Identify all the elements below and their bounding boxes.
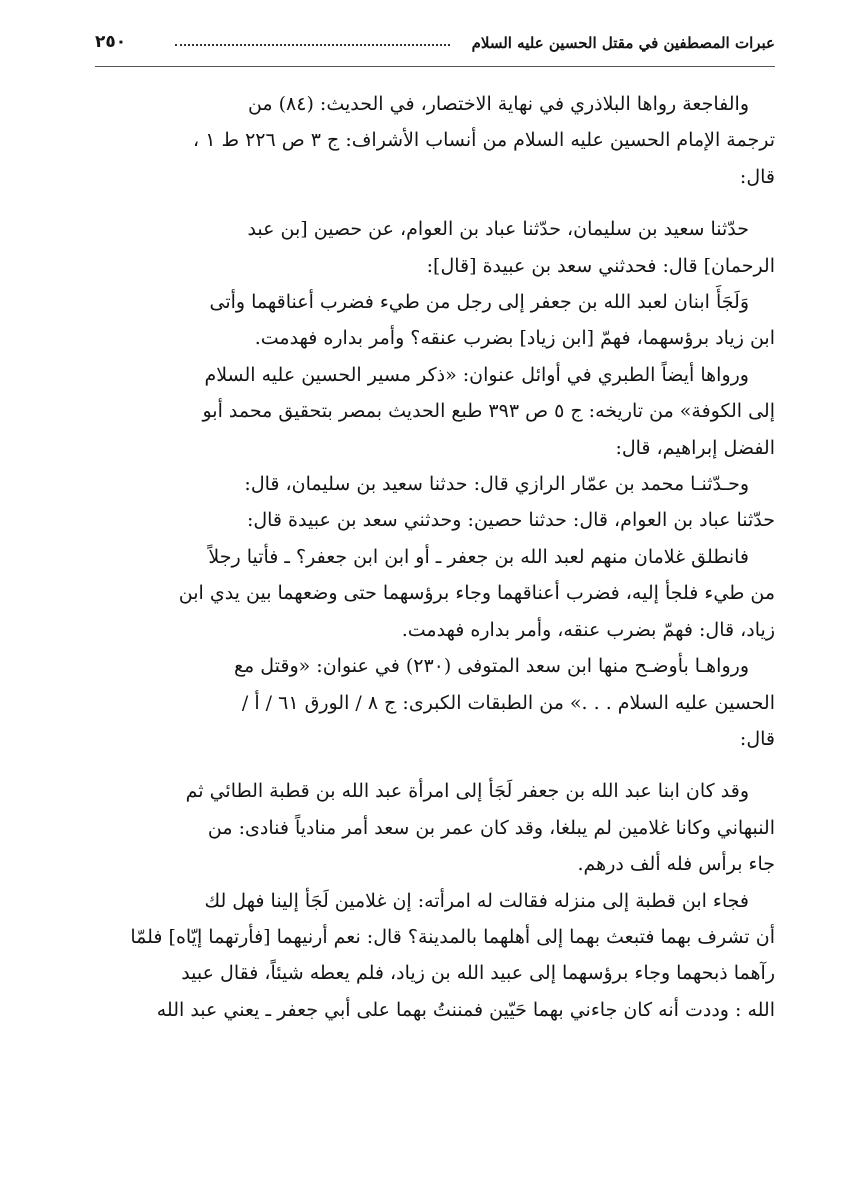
text-line: الله : وددت أنه كان جاءني بهما حَيّين فمننتُ بهما على أبي جعفر ـ يعني عبد الله xyxy=(156,998,775,1021)
text-line: من طيء فلجأ إليه، فضرب أعناقهما وجاء برؤسهما حتى وضعهما بين يدي ابن xyxy=(178,582,775,605)
header-leader-dots xyxy=(175,44,450,46)
page-number: ٢٥٠ xyxy=(95,32,127,52)
text-line: النبهاني وكانا غلامين لم يبلغا، وقد كان عمر بن سعد أمر منادياً فنادى: من xyxy=(207,816,775,839)
text-line: الحسين عليه السلام . . .» من الطبقات الكبرى: ج ٨ / الورق ٦١ / أ / xyxy=(241,691,775,714)
page-body xyxy=(95,86,775,1028)
text-line: ابن زياد برؤسهما، فهمّ [ابن زياد] بضرب عنقه؟ وأمر بداره فهدمت. xyxy=(254,327,775,350)
text-line: ورواهـا بأوضـح منها ابن سعد المتوفى (٢٣٠) في عنوان: «وقتل مع xyxy=(233,655,749,678)
text-line: وحـدّثنـا محمد بن عمّار الرازي قال: حدثنا سعيد بن سليمان، قال: xyxy=(244,473,749,496)
text-line: الفضل إبراهيم، قال: xyxy=(615,436,775,459)
text-line: إلى الكوفة» من تاريخه: ج ٥ ص ٣٩٣ طبع الحديث بمصر بتحقيق محمد أبو xyxy=(202,400,775,423)
text-line: الرحمان] قال: فحدثني سعد بن عبيدة [قال]: xyxy=(426,254,775,277)
text-line: جاء برأس فله ألف درهم. xyxy=(577,853,775,876)
text-line: زياد، قال: فهمّ بضرب عنقه، وأمر بداره فهدمت. xyxy=(401,618,775,641)
text-line: أن تشرف بهما فتبعث بهما إلى أهلهما بالمدينة؟ قال: نعم أرنيهما [فأرتهما إيّاه] فلمّا xyxy=(130,925,775,948)
text-line: وقد كان ابنا عبد الله بن جعفر لَجَأ إلى امرأة عبد الله بن قطبة الطائي ثم xyxy=(185,780,749,803)
text-line: ترجمة الإمام الحسين عليه السلام من أنساب الأشراف: ج ٣ ص ٢٢٦ ط ١ ، xyxy=(193,129,775,152)
header-divider xyxy=(95,66,775,67)
text-line: قال: xyxy=(739,727,775,750)
text-line: قال: xyxy=(739,165,775,188)
text-line: فانطلق غلامان منهم لعبد الله بن جعفر ـ أو ابن ابن جعفر؟ ـ فأتيا رجلاً xyxy=(208,545,749,568)
page-header xyxy=(95,28,775,64)
text-line: ورواها أيضاً الطبري في أوائل عنوان: «ذكر مسير الحسين عليه السلام xyxy=(204,363,749,386)
text-line: رآهما ذبحهما وجاء برؤسهما إلى عبيد الله بن زياد، فلم يعطه شيئاً، فقال عبيد xyxy=(181,962,775,985)
text-line: وَلَجَأَ ابنان لعبد الله بن جعفر إلى رجل من طيء فضرب أعناقهما وأتى xyxy=(209,291,749,314)
text-line: فجاء ابن قطبة إلى منزله فقالت له امرأته: إن غلامين لَجَأ إلينا فهل لك xyxy=(204,889,749,912)
text-line: حدّثنا سعيد بن سليمان، حدّثنا عباد بن العوام، عن حصين [بن عبد xyxy=(247,218,749,241)
running-title: عبرات المصطفين في مقتل الحسين عليه السلام xyxy=(471,34,775,52)
text-line: حدّثنا عباد بن العوام، قال: حدثنا حصين: وحدثني سعد بن عبيدة قال: xyxy=(246,509,775,532)
text-line: والفاجعة رواها البلاذري في نهاية الاختصار، في الحديث: (٨٤) من xyxy=(247,93,749,115)
